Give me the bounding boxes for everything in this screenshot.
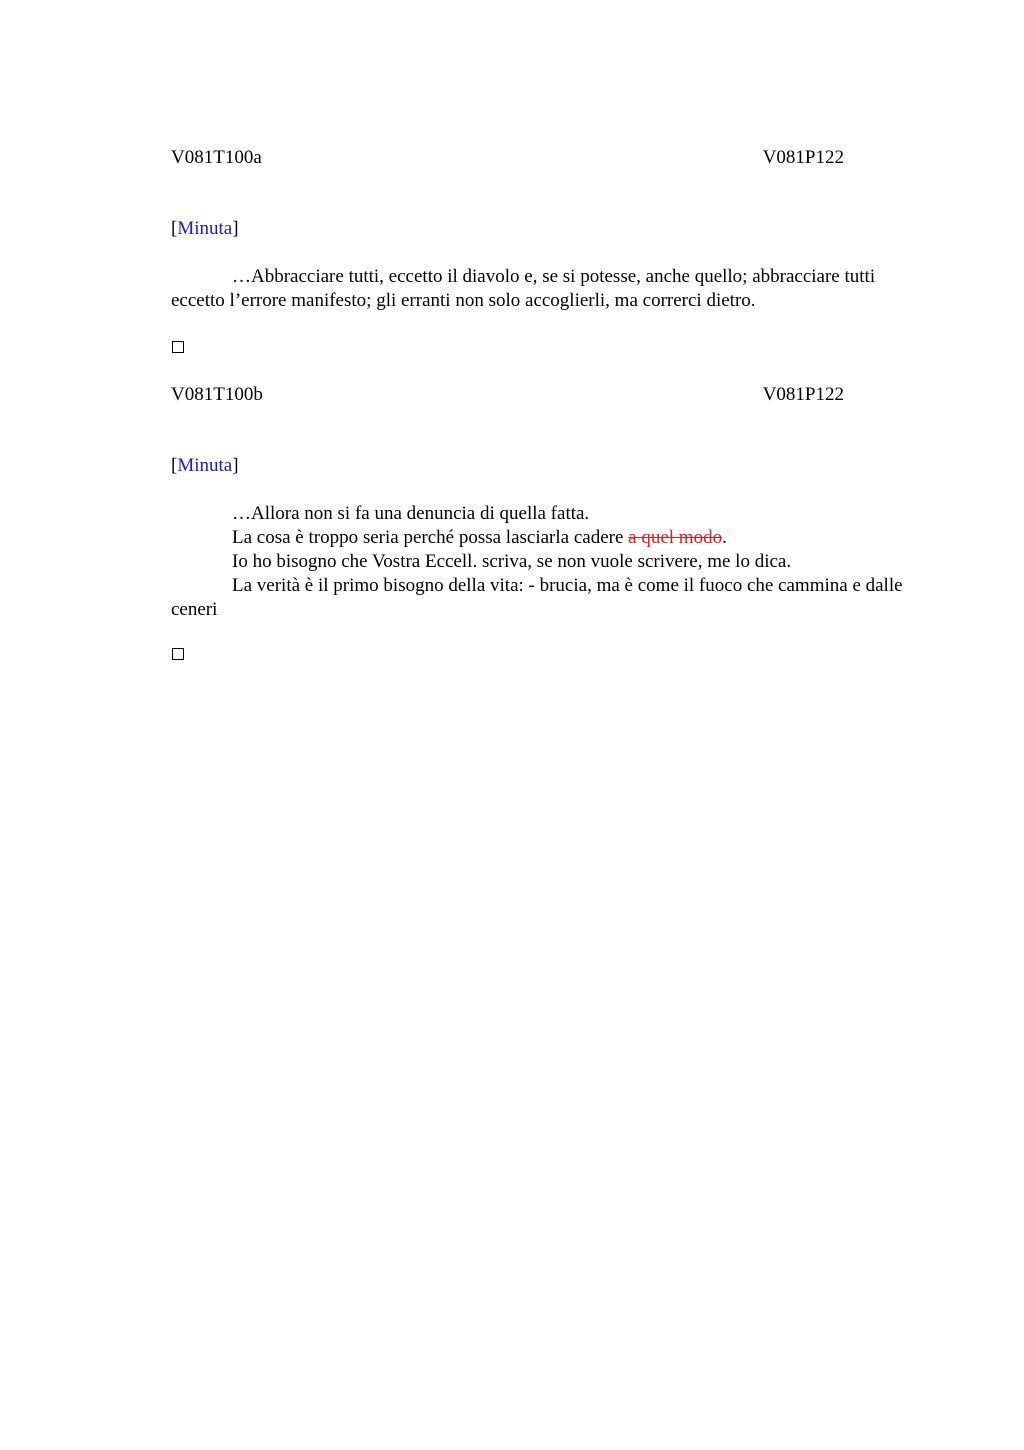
bracket-open: [ [171, 455, 178, 476]
paragraph-text: . [722, 527, 727, 548]
deleted-text: a quel modo [628, 527, 723, 548]
document-code: V081T100a [171, 147, 262, 168]
document-type-label [171, 454, 239, 478]
entry-header [171, 146, 844, 170]
paragraph: …Abbracciare tutti, eccetto il diavolo e, se si potesse, anche quello; abbracciare tutti eccetto l’errore manifesto; gli erranti non solo accoglierli, ma correrci dietro. [171, 266, 876, 311]
end-marker-box [172, 648, 184, 660]
page-code: V081P122 [762, 147, 844, 168]
entry-text [171, 502, 919, 622]
document-page [171, 0, 931, 1450]
minuta-link[interactable]: Minuta [177, 455, 233, 476]
paragraph: La verità è il primo bisogno della vita: - brucia, ma è come il fuoco che cammina e dalle ceneri [171, 575, 903, 620]
paragraph: …Allora non si fa una denuncia di quella fatta. [232, 503, 590, 524]
document-code: V081T100b [171, 384, 263, 405]
entry-header [171, 383, 844, 407]
bracket-close: ] [232, 218, 239, 239]
minuta-link[interactable]: Minuta [177, 218, 233, 239]
paragraph-with-deletion [171, 526, 919, 550]
bracket-open: [ [171, 218, 178, 239]
paragraph: Io ho bisogno che Vostra Eccell. scriva, se non vuole scrivere, me lo dica. [232, 551, 792, 572]
document-type-label [171, 217, 239, 241]
page-code: V081P122 [762, 384, 844, 405]
bracket-close: ] [232, 455, 239, 476]
end-marker-box [172, 341, 184, 353]
paragraph-text: La cosa è troppo seria perché possa lasciarla cadere [232, 527, 629, 548]
entry-text [171, 265, 919, 313]
